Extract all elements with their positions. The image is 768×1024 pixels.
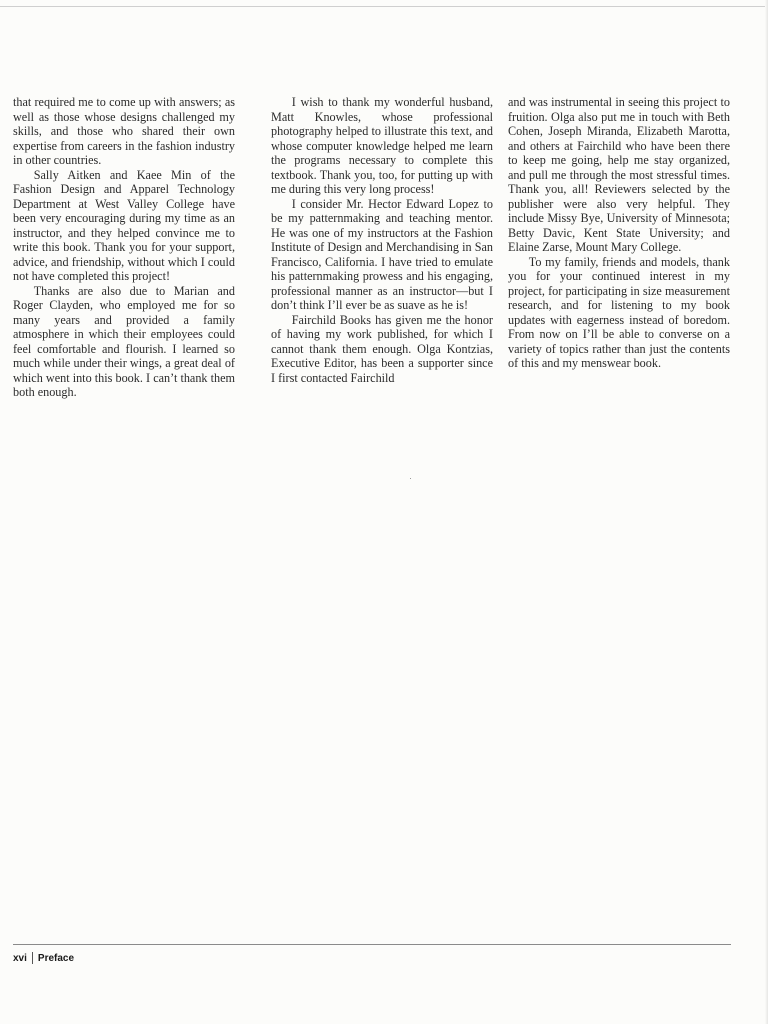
text-column-3: [508, 95, 730, 371]
paragraph: I consider Mr. Hector Edward Lopez to be my patternmaking and teaching mentor. He was one of my instructors at the Fashion Institute of Design and Merchandising in San Francisco, California. I have tried to emulate his patternmaking prowess and his engaging, professional manner as an instructor—but I don’t think I’ll ever be as suave as he is!: [271, 196, 493, 312]
paragraph: I wish to thank my wonderful husband, Matt Knowles, whose professional photography helped to illustrate this text, and whose computer knowledge helped me learn the programs necessary to complete this textbook. Thank you, too, for putting up with me during this very long process!: [271, 95, 493, 196]
paragraph: Thanks are also due to Marian and Roger Clayden, who employed me for so many years and provided a family atmosphere in which their employees could feel comfortable and flourish. I learned so much while under their wings, a great deal of which went into this book. I can’t thank them both enough.: [13, 283, 235, 399]
section-title: Preface: [37, 952, 75, 964]
paragraph: that required me to come up with answers; as well as those whose designs challenged my skills, and those who shared their own expertise from careers in the fashion industry in other countries.: [13, 95, 235, 167]
page-footer: [13, 952, 74, 964]
speck-mark: [410, 478, 411, 479]
footer-rule: [13, 944, 731, 945]
footer-separator: [32, 952, 33, 964]
paragraph: Sally Aitken and Kaee Min of the Fashion Design and Apparel Technology Department at West Valley College have been very encouraging during my time as an instructor, and they helped convince me to write this book. Thank you for your support, advice, and friendship, without which I could not have completed this project!: [13, 167, 235, 283]
top-edge-line: [0, 6, 768, 7]
paragraph: and was instrumental in seeing this project to fruition. Olga also put me in touch with Beth Cohen, Joseph Miranda, Elizabeth Marotta, and others at Fairchild who have been there to keep me going, help me stay organized, and pull me through the most stressful times. Thank you, all! Reviewers selected by the publisher were also very helpful. They include Missy Bye, University of Minnesota; Betty Davic, Kent State University; and Elaine Zarse, Mount Mary College.: [508, 95, 730, 254]
paragraph: To my family, friends and models, thank you for your continued interest in my project, for participating in size measurement research, and for listening to my book updates with eagerness instead of boredom. From now on I’ll be able to converse on a variety of topics rather than just the contents of this and my menswear book.: [508, 254, 730, 370]
text-column-1: [13, 95, 235, 400]
page-number: xvi: [13, 952, 27, 964]
text-column-2: [271, 95, 493, 385]
paragraph: Fairchild Books has given me the honor of having my work published, for which I cannot thank them enough. Olga Kontzias, Executive Editor, has been a supporter since I first contacted Fairchild: [271, 312, 493, 385]
